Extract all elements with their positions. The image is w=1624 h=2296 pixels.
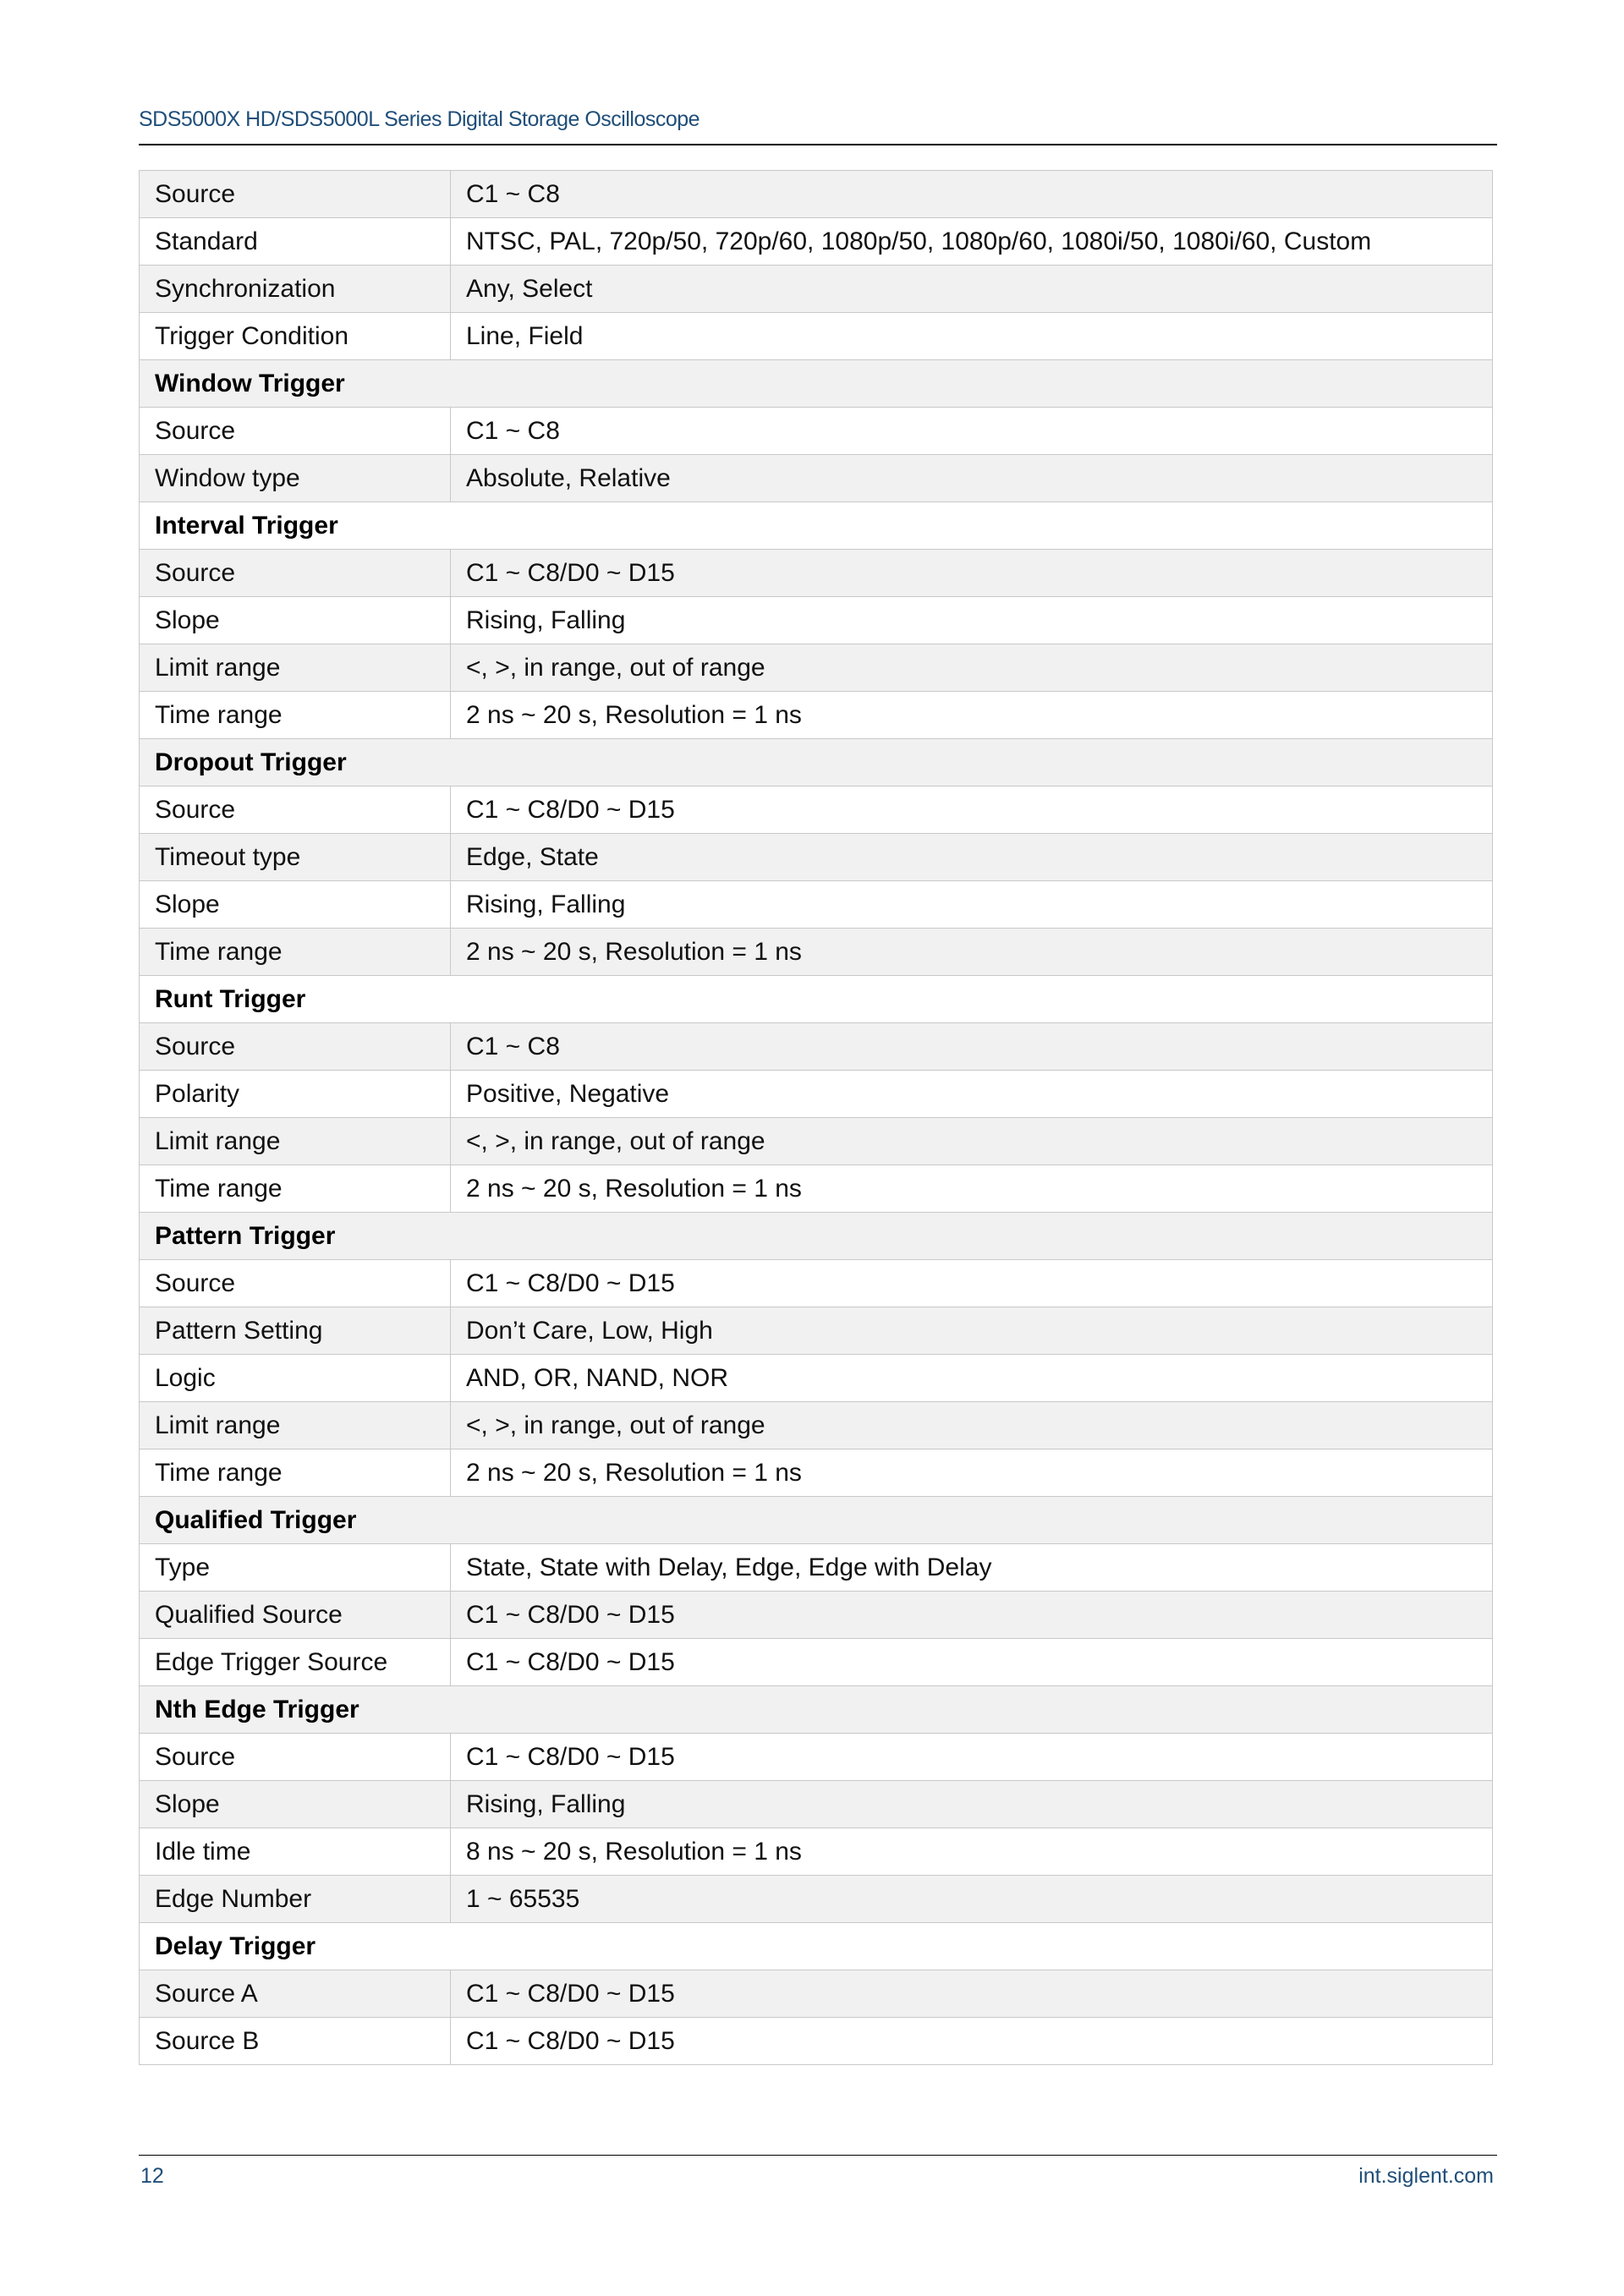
parameter-value: NTSC, PAL, 720p/50, 720p/60, 1080p/50, 1080p/60, 1080i/50, 1080i/60, Custom	[451, 218, 1493, 266]
parameter-value: Rising, Falling	[451, 1781, 1493, 1828]
parameter-label: Trigger Condition	[140, 313, 451, 360]
parameter-label: Limit range	[140, 1118, 451, 1165]
parameter-value: <, >, in range, out of range	[451, 644, 1493, 692]
parameter-value: C1 ~ C8	[451, 408, 1493, 455]
parameter-value: C1 ~ C8/D0 ~ D15	[451, 1970, 1493, 2018]
parameter-label: Qualified Source	[140, 1592, 451, 1639]
parameter-value: C1 ~ C8	[451, 171, 1493, 218]
table-row	[140, 692, 1493, 739]
table-row	[140, 408, 1493, 455]
parameter-value: Absolute, Relative	[451, 455, 1493, 502]
parameter-value: 2 ns ~ 20 s, Resolution = 1 ns	[451, 692, 1493, 739]
section-title: Pattern Trigger	[140, 1213, 1493, 1260]
page-footer	[139, 2155, 1497, 2193]
parameter-label: Source	[140, 1734, 451, 1781]
section-header-row	[140, 1497, 1493, 1544]
parameter-value: 2 ns ~ 20 s, Resolution = 1 ns	[451, 1165, 1493, 1213]
table-row	[140, 2018, 1493, 2065]
parameter-label: Timeout type	[140, 834, 451, 881]
table-row	[140, 1118, 1493, 1165]
table-row	[140, 1165, 1493, 1213]
table-row	[140, 1449, 1493, 1497]
specifications-table-body	[140, 171, 1493, 2065]
table-row	[140, 1307, 1493, 1355]
table-row	[140, 1970, 1493, 2018]
page-header	[139, 107, 1497, 145]
section-header-row	[140, 502, 1493, 550]
parameter-value: Rising, Falling	[451, 597, 1493, 644]
table-row	[140, 786, 1493, 834]
parameter-value: C1 ~ C8/D0 ~ D15	[451, 2018, 1493, 2065]
section-header-row	[140, 360, 1493, 408]
parameter-value: C1 ~ C8/D0 ~ D15	[451, 1592, 1493, 1639]
parameter-label: Slope	[140, 597, 451, 644]
parameter-value: C1 ~ C8/D0 ~ D15	[451, 1734, 1493, 1781]
parameter-value: AND, OR, NAND, NOR	[451, 1355, 1493, 1402]
parameter-label: Time range	[140, 692, 451, 739]
parameter-label: Source	[140, 171, 451, 218]
table-row	[140, 266, 1493, 313]
parameter-value: Edge, State	[451, 834, 1493, 881]
parameter-value: Any, Select	[451, 266, 1493, 313]
parameter-label: Edge Number	[140, 1876, 451, 1923]
parameter-value: Line, Field	[451, 313, 1493, 360]
section-header-row	[140, 1686, 1493, 1734]
parameter-value: C1 ~ C8	[451, 1023, 1493, 1071]
table-row	[140, 171, 1493, 218]
table-row	[140, 1639, 1493, 1686]
parameter-value: C1 ~ C8/D0 ~ D15	[451, 550, 1493, 597]
table-row	[140, 550, 1493, 597]
table-row	[140, 929, 1493, 976]
parameter-label: Time range	[140, 929, 451, 976]
table-row	[140, 1544, 1493, 1592]
parameter-label: Source B	[140, 2018, 451, 2065]
parameter-value: 1 ~ 65535	[451, 1876, 1493, 1923]
parameter-label: Source	[140, 408, 451, 455]
parameter-value: Rising, Falling	[451, 881, 1493, 929]
section-title: Qualified Trigger	[140, 1497, 1493, 1544]
parameter-label: Edge Trigger Source	[140, 1639, 451, 1686]
section-title: Dropout Trigger	[140, 739, 1493, 786]
parameter-label: Synchronization	[140, 266, 451, 313]
parameter-label: Idle time	[140, 1828, 451, 1876]
table-row	[140, 1781, 1493, 1828]
parameter-label: Slope	[140, 1781, 451, 1828]
parameter-value: 8 ns ~ 20 s, Resolution = 1 ns	[451, 1828, 1493, 1876]
table-row	[140, 1592, 1493, 1639]
parameter-label: Pattern Setting	[140, 1307, 451, 1355]
section-header-row	[140, 739, 1493, 786]
section-title: Interval Trigger	[140, 502, 1493, 550]
parameter-label: Time range	[140, 1449, 451, 1497]
table-row	[140, 1402, 1493, 1449]
table-row	[140, 218, 1493, 266]
parameter-label: Source	[140, 1260, 451, 1307]
parameter-value: 2 ns ~ 20 s, Resolution = 1 ns	[451, 929, 1493, 976]
website-link[interactable]: int.siglent.com	[1358, 2164, 1494, 2188]
table-row	[140, 1023, 1493, 1071]
parameter-label: Logic	[140, 1355, 451, 1402]
table-row	[140, 597, 1493, 644]
section-header-row	[140, 976, 1493, 1023]
parameter-label: Source	[140, 1023, 451, 1071]
section-title: Nth Edge Trigger	[140, 1686, 1493, 1734]
parameter-label: Source	[140, 550, 451, 597]
parameter-label: Polarity	[140, 1071, 451, 1118]
table-row	[140, 881, 1493, 929]
parameter-value: C1 ~ C8/D0 ~ D15	[451, 786, 1493, 834]
parameter-value: Don’t Care, Low, High	[451, 1307, 1493, 1355]
section-header-row	[140, 1923, 1493, 1970]
table-row	[140, 834, 1493, 881]
table-row	[140, 1876, 1493, 1923]
parameter-label: Standard	[140, 218, 451, 266]
table-row	[140, 1260, 1493, 1307]
parameter-label: Time range	[140, 1165, 451, 1213]
table-row	[140, 644, 1493, 692]
document-title: SDS5000X HD/SDS5000L Series Digital Storage Oscilloscope	[139, 107, 700, 131]
parameter-label: Window type	[140, 455, 451, 502]
parameter-label: Limit range	[140, 644, 451, 692]
table-row	[140, 455, 1493, 502]
section-header-row	[140, 1213, 1493, 1260]
parameter-value: 2 ns ~ 20 s, Resolution = 1 ns	[451, 1449, 1493, 1497]
section-title: Runt Trigger	[140, 976, 1493, 1023]
table-row	[140, 313, 1493, 360]
parameter-value: <, >, in range, out of range	[451, 1118, 1493, 1165]
parameter-label: Source	[140, 786, 451, 834]
page-number: 12	[140, 2164, 164, 2188]
table-row	[140, 1734, 1493, 1781]
parameter-value: C1 ~ C8/D0 ~ D15	[451, 1639, 1493, 1686]
table-row	[140, 1828, 1493, 1876]
parameter-label: Source A	[140, 1970, 451, 2018]
section-title: Window Trigger	[140, 360, 1493, 408]
table-row	[140, 1071, 1493, 1118]
table-row	[140, 1355, 1493, 1402]
parameter-value: Positive, Negative	[451, 1071, 1493, 1118]
parameter-value: State, State with Delay, Edge, Edge with Delay	[451, 1544, 1493, 1592]
parameter-value: C1 ~ C8/D0 ~ D15	[451, 1260, 1493, 1307]
parameter-label: Slope	[140, 881, 451, 929]
section-title: Delay Trigger	[140, 1923, 1493, 1970]
parameter-label: Limit range	[140, 1402, 451, 1449]
parameter-value: <, >, in range, out of range	[451, 1402, 1493, 1449]
parameter-label: Type	[140, 1544, 451, 1592]
specifications-table	[139, 170, 1493, 2065]
